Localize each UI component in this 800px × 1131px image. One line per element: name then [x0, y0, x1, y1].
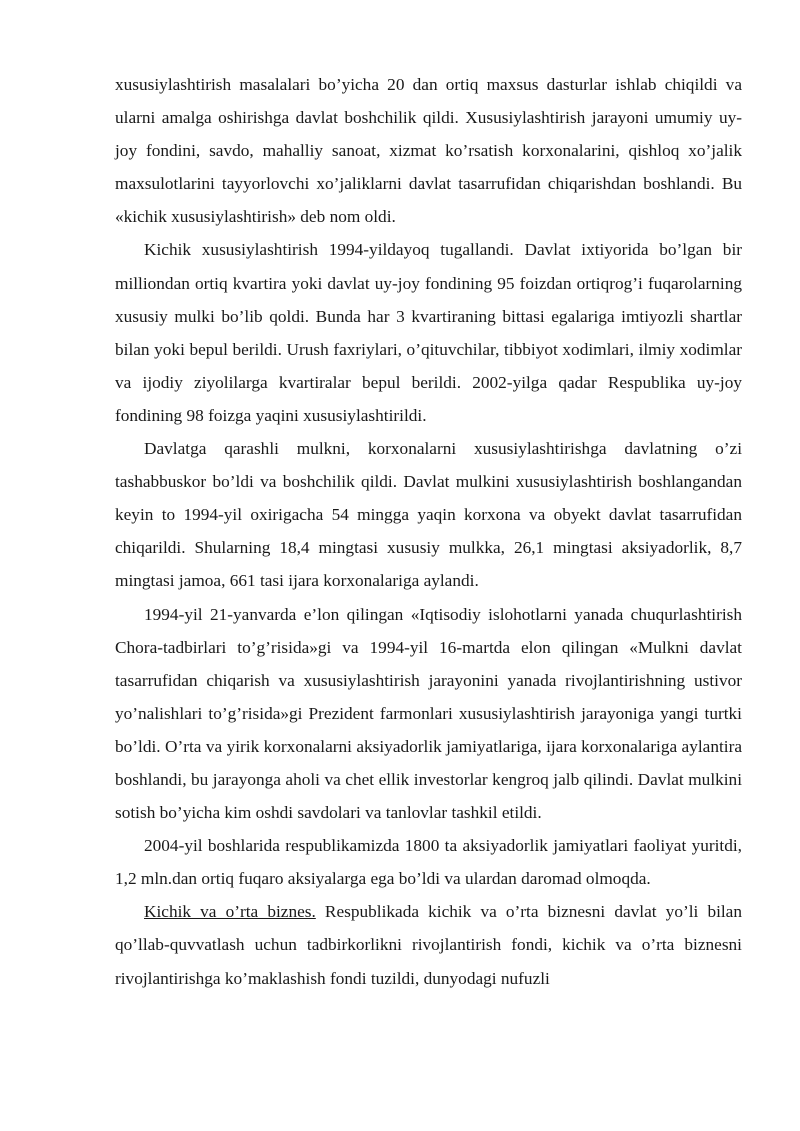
paragraph-4: 1994-yil 21-yanvarda e’lon qilingan «Iqtisodiy islohotlarni yanada chuqurlashtirish Chora-tadbirlari to’g’risida»gi va 1994-yil 16-martda elon qilingan «Mulkni davlat tasarrufidan chiqarish va xususiylashtirish jarayonini yanada rivojlantirishning ustivor yo’nalishlari to’g’risida»gi Prezident farmonlari xususiylashtirish jarayoniga yangi turtki bo’ldi. O’rta va yirik korxonalarni aksiyadorlik jamiyatlariga, ijara korxonalariga aylantira boshlandi, bu jarayonga aholi va chet ellik investorlar kengroq jalb qilindi. Davlat mulkini sotish bo’yicha kim oshdi savdolari va tanlovlar tashkil etildi. — [115, 604, 742, 823]
document-page — [115, 68, 742, 995]
paragraph-2: Kichik xususiylashtirish 1994-yildayoq tugallandi. Davlat ixtiyorida bo’lgan bir milliondan ortiq kvartira yoki davlat uy-joy fondining 95 foizdan ortiqrog’i fuqarolarning xususiy mulki bo’lib qoldi. Bunda har 3 kvartiraning bittasi egalariga imtiyozli shartlar bilan yoki bepul berildi. Urush faxriylari, o’qituvchilar, tibbiyot xodimlari, ilmiy xodimlar va ijodiy ziyolilarga kvartiralar bepul berildi. 2002-yilga qadar Respublika uy-joy fondining 98 foizga yaqini xususiylashtirildi. — [115, 240, 742, 425]
section-heading-small-medium-business: Kichik va o’rta biznes. — [144, 902, 316, 922]
paragraph-6-text: Respublikada kichik va o’rta biznesni davlat yo’li bilan qo’llab-quvvatlash uchun tadbirkorlikni rivojlantirish fondi, kichik va o’rta biznesni rivojlantirishga ko’maklashish fondi tuzildi, dunyodagi nufuzli — [115, 902, 742, 988]
paragraph-3: Davlatga qarashli mulkni, korxonalarni xususiylashtirishga davlatning o’zi tashabbuskor bo’ldi va boshchilik qildi. Davlat mulkini xususiylashtirish boshlangandan keyin to 1994-yil oxirigacha 54 mingga yaqin korxona va obyekt davlat tasarrufidan chiqarildi. Shularning 18,4 mingtasi xususiy mulkka, 26,1 mingtasi aksiyadorlik, 8,7 mingtasi jamoa, 661 tasi ijara korxonalariga aylandi. — [115, 439, 742, 591]
paragraph-1: xususiylashtirish masalalari bo’yicha 20 dan ortiq maxsus dasturlar ishlab chiqildi va ularni amalga oshirishga davlat boshchilik qildi. Xususiylashtirish jarayoni umumiy uy-joy fondini, savdo, mahalliy sanoat, xizmat ko’rsatish korxonalarini, qishloq xo’jalik maxsulotlarini tayyorlovchi xo’jaliklarni davlat tasarrufidan chiqarishdan boshlandi. Bu «kichik xususiylashtirish» deb nom oldi. — [115, 75, 742, 227]
paragraph-5: 2004-yil boshlarida respublikamizda 1800 ta aksiyadorlik jamiyatlari faoliyat yuritdi, 1,2 mln.dan ortiq fuqaro aksiyalarga ega bo’ldi va ulardan daromad olmoqda. — [115, 836, 742, 889]
paragraph-6 — [115, 895, 742, 994]
